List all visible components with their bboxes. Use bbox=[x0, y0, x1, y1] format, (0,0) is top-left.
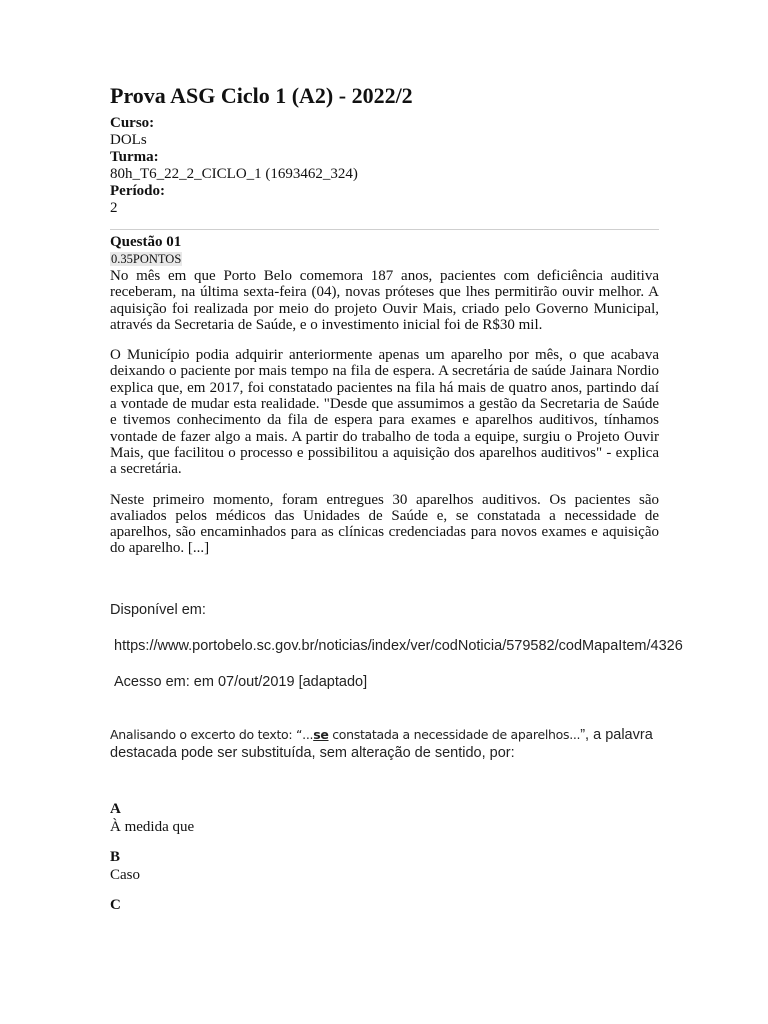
periodo-value: 2 bbox=[110, 200, 118, 216]
turma-value: 80h_T6_22_2_CICLO_1 (1693462_324) bbox=[110, 166, 358, 182]
question-points: 0.35PONTOS bbox=[111, 252, 182, 266]
source-label: Disponível em: bbox=[110, 601, 206, 618]
curso-label: Curso: bbox=[110, 115, 155, 131]
section-divider bbox=[110, 229, 659, 230]
access-date: Acesso em: em 07/out/2019 [adaptado] bbox=[114, 673, 368, 690]
option-b-text: Caso bbox=[110, 866, 140, 883]
option-c[interactable] bbox=[110, 896, 659, 914]
option-c-letter: C bbox=[110, 896, 121, 913]
option-a-letter: A bbox=[110, 800, 121, 817]
question-prompt bbox=[110, 726, 659, 762]
prompt-part-1: Analisando o excerto do texto: “... bbox=[110, 726, 314, 742]
question-title: Questão 01 bbox=[110, 234, 182, 250]
exam-title: Prova ASG Ciclo 1 (A2) - 2022/2 bbox=[110, 83, 413, 108]
prompt-part-3: ”, a palavra destacada pode ser substituída, sem alteração de sentido, por: bbox=[110, 726, 653, 761]
prompt-highlight: se bbox=[313, 726, 329, 742]
option-a[interactable] bbox=[110, 800, 659, 836]
source-url[interactable]: https://www.portobelo.sc.gov.br/noticias/index/ver/codNoticia/579582/codMapaItem/4326 bbox=[114, 637, 683, 654]
prompt-part-2: constatada a necessidade de aparelhos... bbox=[328, 726, 581, 742]
curso-value: DOLs bbox=[110, 132, 147, 148]
option-a-text: À medida que bbox=[110, 818, 195, 835]
paragraph-1: No mês em que Porto Belo comemora 187 anos, pacientes com deficiência auditiva receberam, na última sexta-feira (04), novas próteses que lhes permitirão ouvir melhor. A aquisição foi realizada por meio do projeto Ouvir Mais, criado pelo Governo Municipal, através da Secretaria de Saúde, e o investimento inicial foi de R$30 mil. bbox=[110, 268, 659, 333]
periodo-label: Período: bbox=[110, 183, 165, 199]
turma-label: Turma: bbox=[110, 149, 159, 165]
exam-page bbox=[110, 82, 683, 914]
paragraph-3: Neste primeiro momento, foram entregues 30 aparelhos auditivos. Os pacientes são avaliados pelos médicos das Unidades de Saúde e, se constatada a necessidade de aparelhos, são encaminhados para as clínicas credenciadas para novos exames e aquisição do aparelho. [...] bbox=[110, 491, 659, 557]
option-b-letter: B bbox=[110, 848, 121, 865]
option-b[interactable] bbox=[110, 848, 659, 884]
paragraph-2: O Município podia adquirir anteriormente apenas um aparelho por mês, o que acabava deixando o paciente por mais tempo na fila de espera. A secretária de saúde Jainara Nordio explica que, em 2017, foi constatado pacientes na fila há mais de quatro anos, partindo daí a vontade de mudar esta realidade. "Desde que assumimos a gestão da Secretaria de Saúde e tivemos conhecimento da fila de espera para exames e aparelhos auditivos, tínhamos vontade de fazer algo a mais. A partir do trabalho de toda a equipe, surgiu o Projeto Ouvir Mais, que facilitou o processo e possibilitou a aquisição dos aparelhos auditivos" - explica a secretária. bbox=[110, 347, 659, 478]
